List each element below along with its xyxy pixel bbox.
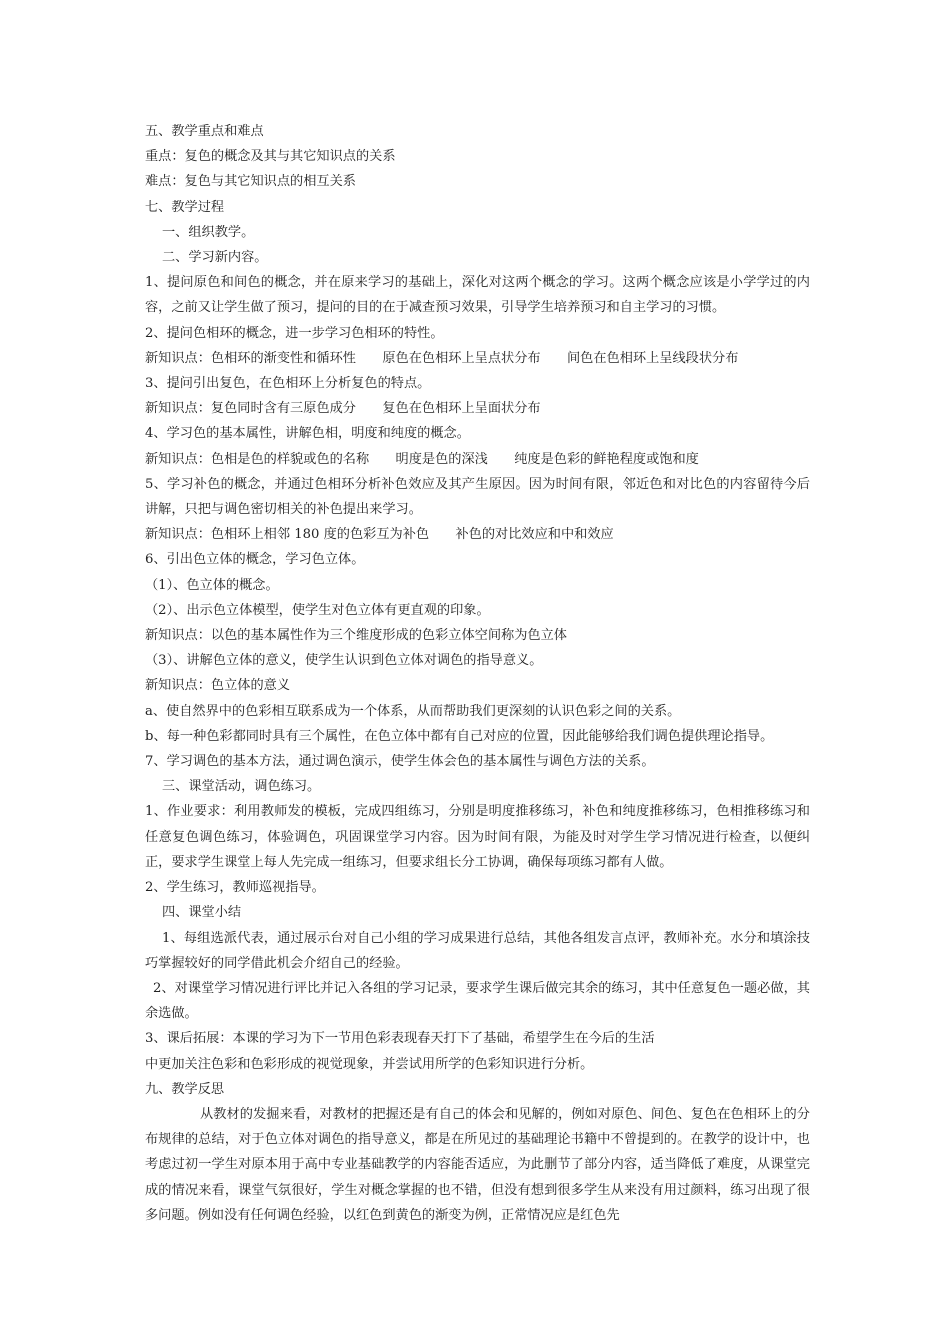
difficult-point: 难点：复色与其它知识点的相互关系 (145, 174, 356, 190)
paragraph: 从教材的发掘来看，对教材的把握还是有自己的体会和见解的，例如对原色、间色、复色在色相环上的分布规律的总结，对于色立体对调色的指导意义，都是在所见过的基础理论书籍中不曾提到的。在教学的设计中，也考虑过初一学生对原本用于高中专业基础教学的内容能否适应，为此删节了部分内容，适当降低了难度，从课堂完成的情况来看，课堂气氛很好，学生对概念掌握的也不错，但没有想到很多学生从来没有用过颜料，练习出现了很多问题。例如没有任何调色经验，以红色到黄色的渐变为例，正常情况应是红色先 (145, 1106, 810, 1223)
knowledge-point: 新知识点：以色的基本属性作为三个维度形成的色彩立体空间称为色立体 (145, 628, 567, 644)
list-item: 7、学习调色的基本方法，通过调色演示，使学生体会色的基本属性与调色方法的关系。 (145, 754, 655, 770)
sub-item: b、每一种色彩都同时具有三个属性，在色立体中都有自己对应的位置，因此能够给我们调色提供理论指导。 (145, 728, 774, 744)
document-page (145, 119, 810, 1228)
knowledge-point: 新知识点：色相环的渐变性和循环性 原色在色相环上呈点状分布 间色在色相环上呈线段状分布 (145, 350, 739, 366)
key-point: 重点：复色的概念及其与其它知识点的关系 (145, 149, 396, 165)
sub-item: （2）、出示色立体模型，使学生对色立体有更直观的印象。 (145, 602, 490, 618)
paragraph: 1、提问原色和间色的概念，并在原来学习的基础上，深化对这两个概念的学习。这两个概念应该是小学学过的内容，之前又让学生做了预习，提问的目的在于减查预习效果，引导学生培养预习和自主学习的习惯。 (145, 275, 810, 316)
list-item: 2、学生练习，教师巡视指导。 (145, 880, 325, 896)
list-item: 4、学习色的基本属性，讲解色相，明度和纯度的概念。 (145, 426, 470, 442)
sub-item: a、使自然界中的色彩相互联系成为一个体系，从而帮助我们更深刻的认识色彩之间的关系。 (145, 703, 681, 719)
section-heading: 九、教学反思 (145, 1081, 225, 1097)
list-item: 3、课后拓展：本课的学习为下一节用色彩表现春天打下了基础，希望学生在今后的生活 (145, 1031, 655, 1047)
knowledge-point: 新知识点：色立体的意义 (145, 678, 291, 694)
sub-item: （3）、讲解色立体的意义，使学生认识到色立体对调色的指导意义。 (145, 653, 543, 669)
step-heading: 四、课堂小结 (162, 905, 242, 921)
knowledge-point: 新知识点：复色同时含有三原色成分 复色在色相环上呈面状分布 (145, 401, 541, 417)
paragraph: 5、学习补色的概念，并通过色相环分析补色效应及其产生原因。因为时间有限，邻近色和对比色的内容留待今后讲解，只把与调色密切相关的补色提出来学习。 (145, 476, 810, 518)
paragraph: 1、作业要求：利用教师发的模板，完成四组练习，分别是明度推移练习，补色和纯度推移练习，色相推移练习和任意复色调色练习，体验调色，巩固课堂学习内容。因为时间有限，为能及时对学生学习情况进行检查，以便纠正，要求学生课堂上每人先完成一组练习，但要求组长分工协调，确保每项练习都有人做。 (145, 804, 810, 870)
knowledge-point: 新知识点：色相环上相邻 180 度的色彩互为补色 补色的对比效应和中和效应 (145, 527, 614, 543)
list-item: 中更加关注色彩和色彩形成的视觉现象，并尝试用所学的色彩知识进行分析。 (145, 1056, 594, 1072)
step-heading: 一、组织教学。 (162, 224, 255, 240)
section-heading: 五、教学重点和难点 (145, 124, 264, 139)
sub-item: （1）、色立体的概念。 (145, 577, 279, 593)
list-item: 2、提问色相环的概念，进一步学习色相环的特性。 (145, 325, 444, 341)
section-heading: 七、教学过程 (145, 199, 225, 215)
paragraph: 2、对课堂学习情况进行评比并记入各组的学习记录，要求学生课后做完其余的练习，其中任意复色一题必做，其余选做。 (145, 980, 810, 1022)
paragraph: 1、每组选派代表，通过展示台对自己小组的学习成果进行总结，其他各组发言点评，教师补充。水分和填涂技巧掌握较好的同学借此机会介绍自己的经验。 (145, 930, 810, 971)
step-heading: 二、学习新内容。 (162, 250, 268, 266)
list-item: 3、提问引出复色，在色相环上分析复色的特点。 (145, 376, 431, 392)
knowledge-point: 新知识点：色相是色的样貌或色的名称 明度是色的深浅 纯度是色彩的鲜艳程度或饱和度 (145, 451, 699, 467)
list-item: 6、引出色立体的概念，学习色立体。 (145, 552, 365, 568)
step-heading: 三、课堂活动，调色练习。 (162, 779, 321, 795)
